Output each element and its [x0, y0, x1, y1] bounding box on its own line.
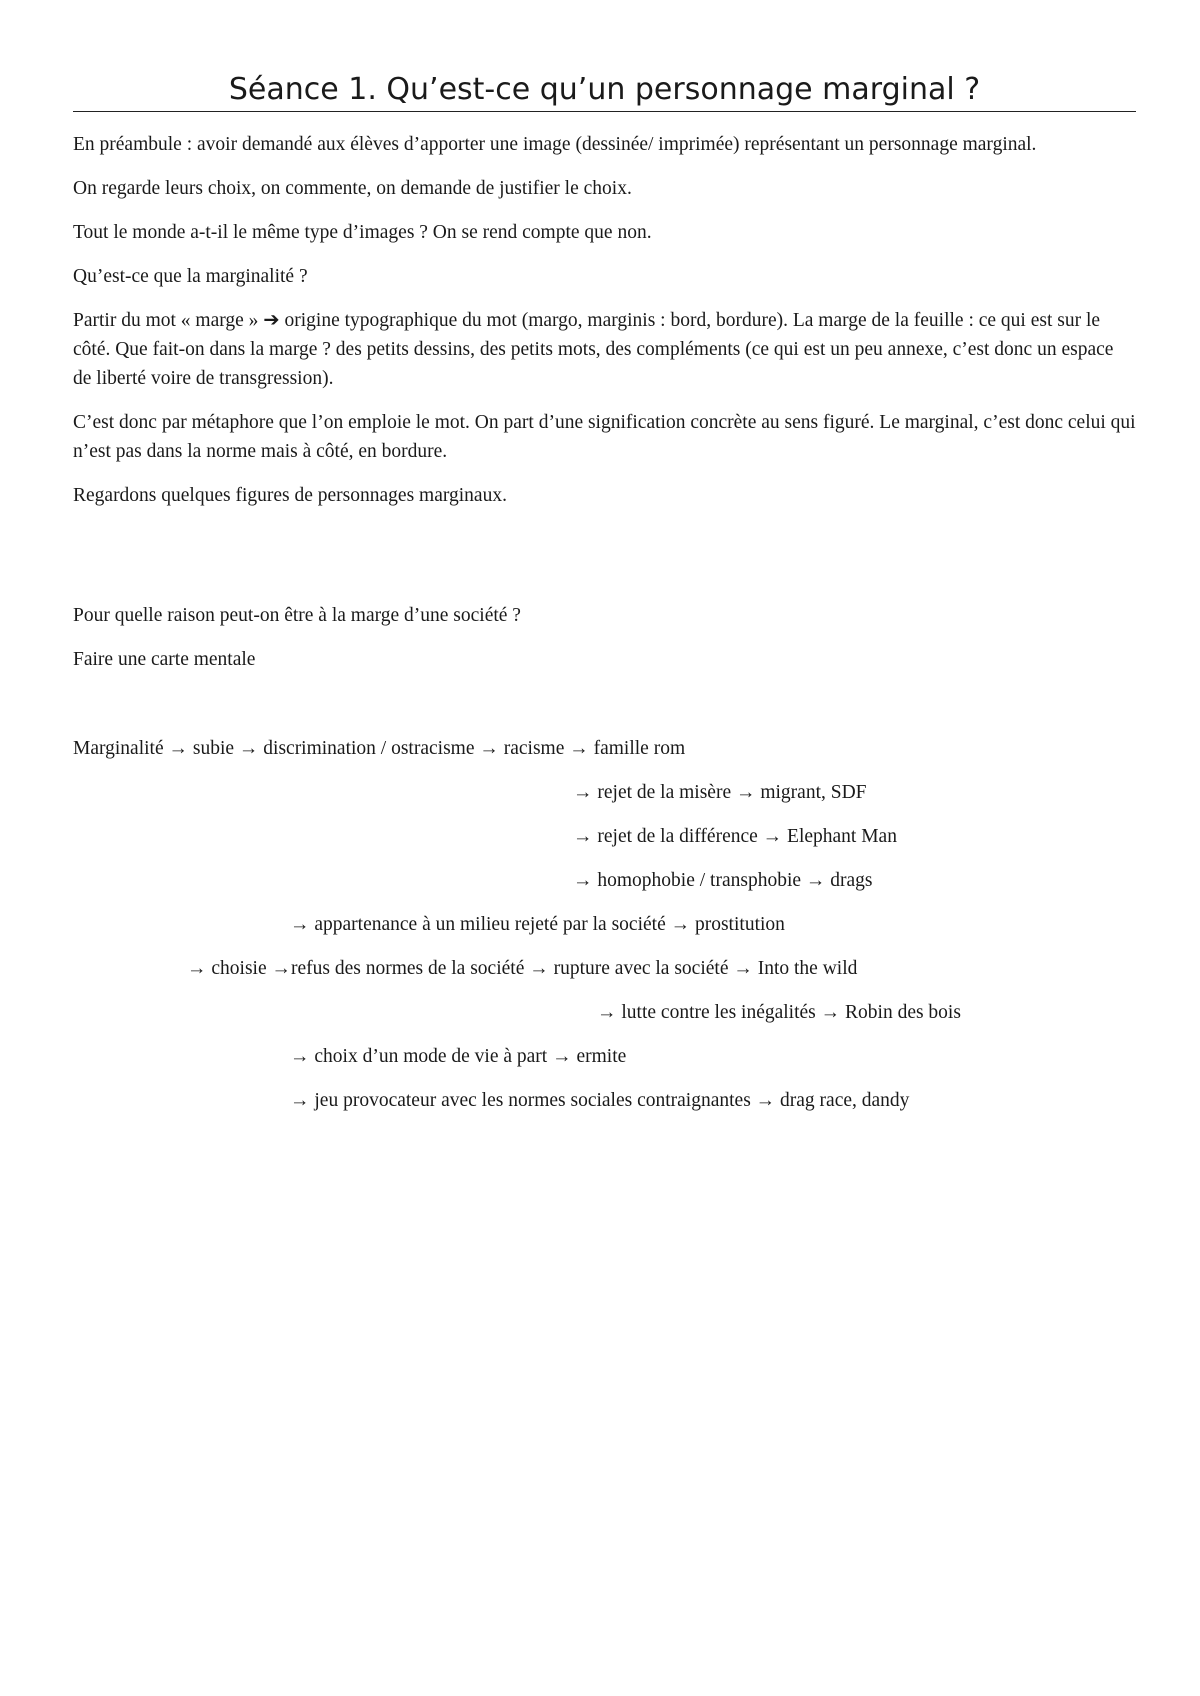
mind-map-branch: → rejet de la misère → migrant, SDF — [573, 782, 867, 803]
mind-map-root: Marginalité → subie → discrimination / ostracisme → racisme → famille rom — [73, 738, 686, 759]
mind-map-branch: → rejet de la différence → Elephant Man — [573, 826, 897, 847]
paragraph-mot-marge: Partir du mot « marge » ➔ origine typographique du mot (margo, marginis : bord, bordure). La marge de la feuille : ce qui est sur le côté. Que fait-on dans la marge ? des petits dessins, des petits mots, des compléments (ce qui est un peu annexe, c’est donc un espace de liberté voire de transgression). — [73, 310, 1114, 389]
paragraph-question-marginalite: Qu’est-ce que la marginalité ? — [73, 266, 308, 287]
question-line: Pour quelle raison peut-on être à la marge d’une société ? — [73, 605, 521, 626]
page-title: Séance 1. Qu’est-ce qu’un personnage marginal ? — [228, 72, 981, 107]
paragraph-figures: Regardons quelques figures de personnages marginaux. — [73, 485, 507, 506]
paragraph-type-images: Tout le monde a-t-il le même type d’images ? On se rend compte que non. — [73, 222, 652, 243]
mind-map-branch: → appartenance à un milieu rejeté par la société → prostitution — [290, 914, 785, 935]
mind-map-branch: → choisie →refus des normes de la société → rupture avec la société → Into the wild — [187, 958, 858, 979]
title-underline — [73, 111, 1136, 112]
mind-map-branch: → jeu provocateur avec les normes sociales contraignantes → drag race, dandy — [290, 1090, 910, 1111]
paragraph-choix: On regarde leurs choix, on commente, on demande de justifier le choix. — [73, 178, 632, 199]
paragraph-preambule: En préambule : avoir demandé aux élèves d’apporter une image (dessinée/ imprimée) représentant un personnage marginal. — [73, 134, 1037, 155]
paragraph-metaphore: C’est donc par métaphore que l’on emploie le mot. On part d’une signification concrète au sens figuré. Le marginal, c’est donc celui qui n’est pas dans la norme mais à côté, en bordure. — [73, 412, 1136, 462]
mind-map-branch: → homophobie / transphobie → drags — [573, 870, 873, 891]
instruction-line: Faire une carte mentale — [73, 649, 256, 670]
body-text — [73, 130, 1136, 525]
mind-map-branch: → lutte contre les inégalités → Robin des bois — [597, 1002, 961, 1023]
mind-map-branch: → choix d’un mode de vie à part → ermite — [290, 1046, 627, 1067]
